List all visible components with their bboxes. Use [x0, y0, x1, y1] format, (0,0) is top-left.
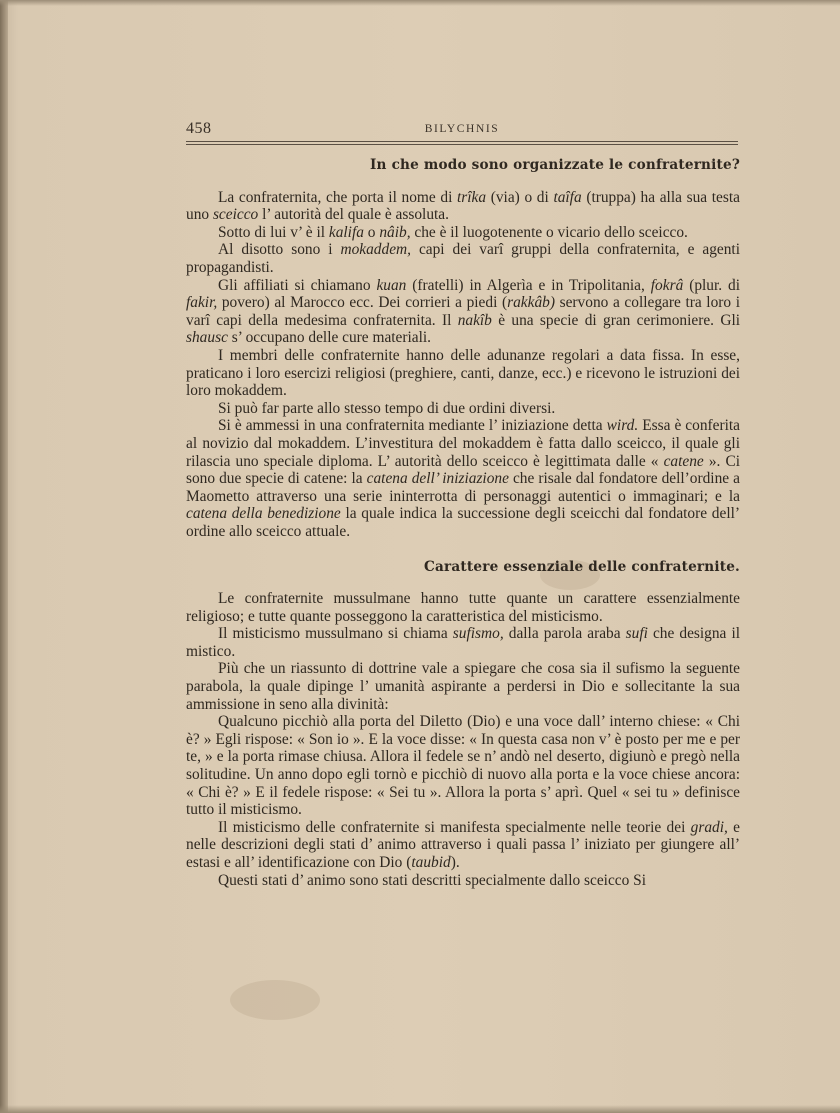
text-run: Il misticismo mussulmano si chiama — [218, 625, 453, 643]
text-run: è una specie di gran cerimoniere. Gli — [491, 311, 740, 329]
text-run: Il misticismo delle confraternite si manifesta specialmente nelle teorie dei — [218, 818, 691, 836]
text-run: che designa il mistico. — [186, 625, 741, 660]
italic-term: nâib, — [379, 223, 411, 241]
paragraph — [186, 660, 740, 713]
text-run: Gli affiliati si chiamano — [218, 276, 377, 294]
italic-term: catena della benedizione — [186, 505, 341, 523]
page-binding-shadow — [0, 0, 8, 1113]
text-run: Si è ammessi in una confraternita mediante l’ iniziazione detta — [218, 417, 607, 435]
italic-term: kalifa — [328, 223, 364, 241]
text-run: (via) o di — [486, 188, 554, 206]
text-run: povero) al Marocco ecc. Dei corrieri a piedi ( — [217, 294, 508, 312]
text-run: (truppa) ha alla sua testa uno — [186, 188, 740, 224]
paragraph — [186, 189, 740, 224]
text-run: la quale indica la successione degli sceicchi dal fondatore dell’ ordine allo sceicco attuale. — [186, 505, 740, 540]
text-run: Al disotto sono i — [218, 241, 341, 259]
text-run: s’ occupano delle cure materiali. — [227, 329, 432, 347]
section-heading-character: Carattere essenziale delle confraternite. — [424, 559, 740, 576]
italic-term: fakir, — [186, 294, 218, 312]
italic-term: sufismo, — [452, 625, 504, 643]
text-run: ). — [450, 853, 460, 871]
text-run: (fratelli) in Algerìa e in Tripolitania, — [406, 276, 651, 294]
italic-term: shausc — [186, 329, 228, 347]
italic-term: taîfa — [553, 188, 582, 206]
page-bottom-edge — [0, 1105, 840, 1113]
italic-term: gradi, — [690, 818, 728, 836]
text-run: servono a collegare tra loro i varî capi della medesima confraternita. Il — [186, 294, 740, 329]
text-run: La confraternita, che porta il nome di — [218, 188, 457, 206]
paragraph — [186, 713, 740, 819]
page-top-edge — [0, 0, 840, 6]
section-heading-organization: In che modo sono organizzate le confraternite? — [370, 157, 740, 173]
italic-term: trîka — [457, 188, 487, 206]
running-head — [186, 120, 738, 142]
page-number: 458 — [186, 120, 212, 137]
paper-stain — [230, 980, 320, 1020]
paragraph — [186, 277, 740, 347]
italic-term: mokaddem, — [340, 241, 411, 259]
italic-term: rakkâb) — [507, 294, 555, 312]
italic-term: catene — [663, 452, 704, 470]
paragraph — [186, 241, 740, 276]
text-run: Più che un riassunto di dottrine vale a spiegare che cosa sia il sufismo la seguente parabola, la quale dipinge l’ umanità aspirante a perdersi in Dio e sollecitante la sua ammissione in seno alla divinità: — [186, 660, 740, 713]
text-run: che è il luogotenente o vicario dello sceicco. — [410, 223, 688, 241]
text-run: e nelle descrizioni degli stati d’ animo attraverso i quali passa l’ iniziato per giungere all’ estasi e all’ identificazione con Dio ( — [186, 818, 740, 871]
paragraph — [186, 400, 740, 418]
italic-term: fokrâ — [650, 276, 684, 294]
paragraph — [186, 625, 740, 660]
text-run: Le confraternite mussulmane hanno tutte quante un carattere essenzialmente religioso; e tutte quante posseggono la caratteristica del misticismo. — [186, 590, 740, 625]
italic-term: catena dell’ iniziazione — [366, 470, 509, 488]
italic-term: wird. — [606, 417, 639, 435]
text-run: che risale dal fondatore dell’ordine a Maometto attraverso una serie ininterrotta di personaggi autentici o immaginari; e la — [186, 470, 740, 505]
italic-term: kuan — [376, 276, 407, 294]
paragraph — [186, 224, 740, 242]
text-run: Qualcuno picchiò alla porta del Diletto (Dio) e una voce dall’ interno chiese: « Chi è? » Egli rispose: « Son io ». E la voce disse: « In questa casa non v’ è posto per me e per te, » e la porta rimase chiusa. Allora il fedele se n’ andò nel deserto, digiunò e pregò nella solitudine. Un anno dopo egli tornò e picchiò di nuovo alla porta e la voce chiese ancora: « Chi è? » E il fedele rispose: « Sei tu ». Allora la porta s’ aprì. Quel « sei tu » definisce tutto il misticismo. — [186, 713, 740, 819]
paragraph — [186, 819, 740, 872]
paragraph — [186, 417, 740, 540]
journal-title: BILYCHNIS — [424, 123, 500, 135]
text-run: dalla parola araba — [503, 625, 626, 643]
italic-term: sufi — [625, 625, 648, 643]
section-organization-body — [186, 189, 740, 541]
header-double-rule — [186, 141, 738, 145]
text-run: (plur. di — [683, 276, 740, 294]
text-run: Questi stati d’ animo sono stati descritti specialmente dallo sceicco Si — [218, 871, 646, 889]
italic-term: sceicco — [212, 206, 259, 224]
article-body — [186, 153, 740, 889]
text-run: I membri delle confraternite hanno delle adunanze regolari a data fissa. In esse, praticano i loro esercizi religiosi (preghiere, canti, danze, ecc.) e ricevono le istruzioni dei loro mokaddem. — [186, 346, 740, 400]
text-run: Essa è conferita al novizio dal mokaddem. L’investitura del mokaddem è fatta dallo sceicco, il quale gli rilascia uno speciale diploma. L’ autorità dello sceicco è legittimata dalle « — [186, 417, 740, 470]
text-run: Sotto di lui v’ è il — [218, 223, 329, 241]
text-run: capi dei varî gruppi della confraternita, e agenti propagandisti. — [186, 241, 740, 276]
italic-term: nakîb — [457, 311, 492, 329]
text-run: ». Ci sono due specie di catene: la — [186, 452, 740, 488]
paragraph — [186, 590, 740, 625]
text-run: Si può far parte allo stesso tempo di due ordini diversi. — [218, 399, 556, 417]
text-run: l’ autorità del quale è assoluta. — [258, 206, 449, 224]
italic-term: taubid — [411, 853, 451, 871]
section-character-body — [186, 590, 740, 889]
paragraph — [186, 872, 740, 890]
text-run: o — [363, 223, 380, 241]
paragraph — [186, 347, 740, 400]
